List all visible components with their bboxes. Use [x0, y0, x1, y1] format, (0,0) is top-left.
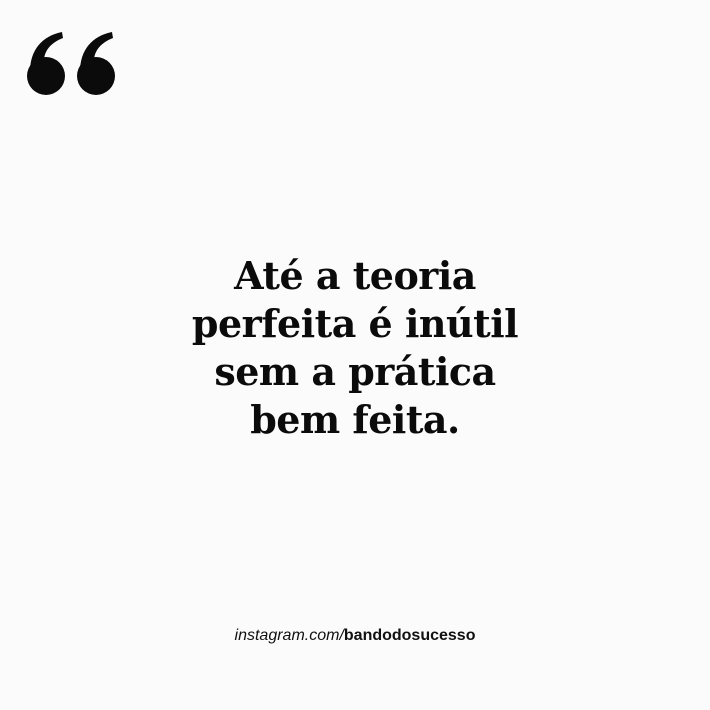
quote-line-1: Até a teoria [234, 253, 476, 298]
quote-line-4: bem feita. [250, 397, 460, 442]
handle-user: bandodosucesso [343, 627, 476, 644]
handle-prefix: instagram.com/ [234, 627, 344, 644]
quote-text [0, 252, 710, 444]
instagram-handle [0, 626, 710, 646]
quote-line-2: perfeita é inútil [191, 301, 519, 346]
quote-open-icon [26, 30, 118, 96]
quote-line-3: sem a prática [214, 349, 496, 394]
